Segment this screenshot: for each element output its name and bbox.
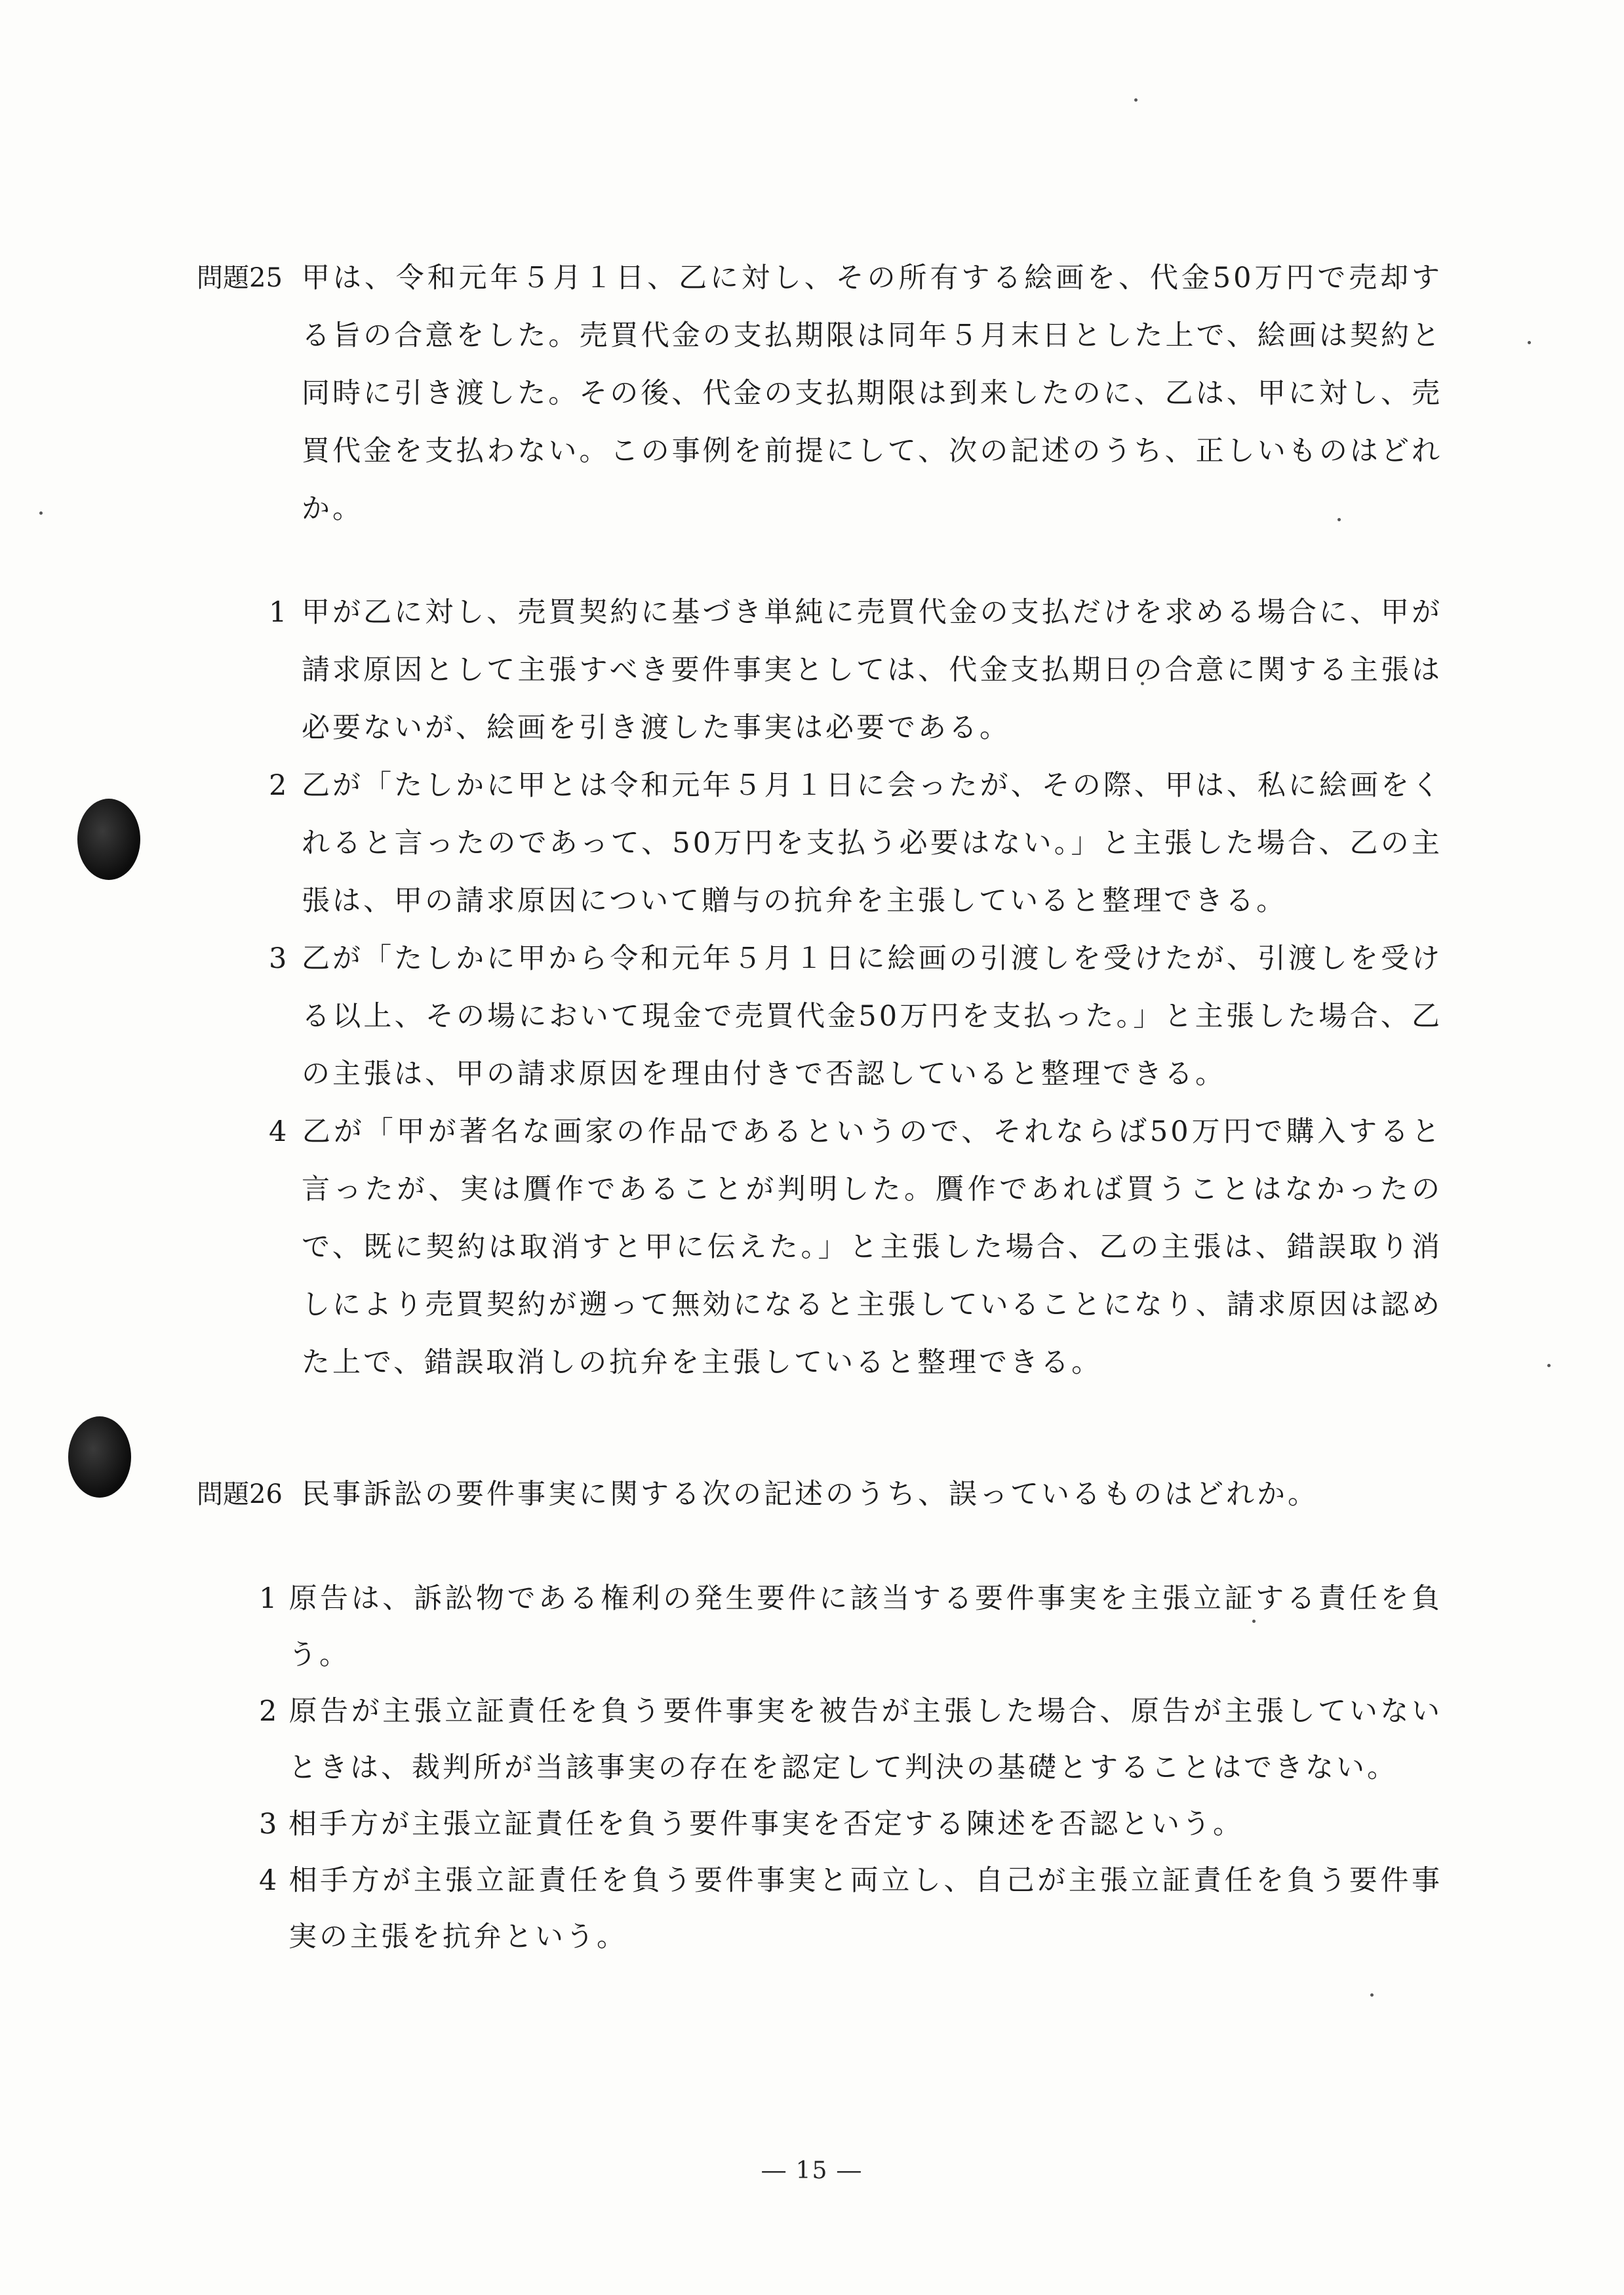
question-26-number: 問題26 (197, 1479, 283, 1509)
option-text: 原告が主張立証責任を負う要件事実を被告が主張した場合、原告が主張していないときは、裁判所が当該事実の存在を認定して判決の基礎とすることはできない。 (288, 1695, 1442, 1784)
scan-speck (1547, 1364, 1551, 1367)
question-26-option-1 (259, 1570, 1442, 1683)
option-text: 原告は、訴訟物である権利の発生要件に該当する要件事実を主張立証する責任を負う。 (288, 1582, 1442, 1671)
option-number: 4 (259, 1864, 277, 1897)
option-number: 1 (269, 596, 287, 629)
question-25-option-3 (269, 930, 1442, 1103)
question-25-option-1 (269, 584, 1442, 757)
option-number: 3 (269, 942, 287, 975)
question-25-stem (197, 249, 1442, 538)
question-25-option-4 (269, 1103, 1442, 1391)
punch-hole-bottom (68, 1416, 131, 1498)
scan-speck (1528, 341, 1531, 344)
page-number: ― 15 ― (762, 2157, 862, 2184)
option-number: 2 (269, 769, 287, 802)
option-text: 乙が「たしかに甲とは令和元年５月１日に会ったが、その際、甲は、私に絵画をくれると言ったのであって、50万円を支払う必要はない。」と主張した場合、乙の主張は、甲の請求原因について贈与の抗弁を主張していると整理できる。 (302, 769, 1442, 917)
scan-speck (1370, 1993, 1374, 1997)
option-text: 甲が乙に対し、売買契約に基づき単純に売買代金の支払だけを求める場合に、甲が請求原因として主張すべき要件事実としては、代金支払期日の合意に関する主張は必要ないが、絵画を引き渡した事実は必要である。 (302, 596, 1442, 744)
option-number: 3 (259, 1808, 277, 1841)
scan-speck (39, 511, 43, 515)
question-25-options (197, 584, 1442, 1391)
option-text: 乙が「甲が著名な画家の作品であるというので、それならば50万円で購入すると言ったが、実は贋作であることが判明した。贋作であれば買うことはなかったので、既に契約は取消すと甲に伝えた。」と主張した場合、乙の主張は、錯誤取り消しにより売買契約が遡って無効になると主張していることになり、請求原因は認めた上で、錯誤取消しの抗弁を主張していると整理できる。 (302, 1115, 1442, 1379)
option-text: 乙が「たしかに甲から令和元年５月１日に絵画の引渡しを受けたが、引渡しを受ける以上、その場において現金で売買代金50万円を支払った。」と主張した場合、乙の主張は、甲の請求原因を理由付きで否認していると整理できる。 (302, 942, 1442, 1090)
option-text: 相手方が主張立証責任を負う要件事実を否定する陳述を否認という。 (288, 1808, 1244, 1841)
option-text: 相手方が主張立証責任を負う要件事実と両立し、自己が主張立証責任を負う要件事実の主張を抗弁という。 (288, 1864, 1442, 1953)
scan-speck (1134, 98, 1138, 102)
punch-hole-top (77, 799, 140, 880)
question-25-text: 甲は、令和元年５月１日、乙に対し、その所有する絵画を、代金50万円で売却する旨の合意をした。売買代金の支払期限は同年５月末日とした上で、絵画は契約と同時に引き渡した。その後、代金の支払期限は到来したのに、乙は、甲に対し、売買代金を支払わない。この事例を前提にして、次の記述のうち、正しいものはどれか。 (302, 262, 1442, 525)
question-26-option-4 (259, 1852, 1442, 1965)
question-25-option-2 (269, 757, 1442, 930)
option-number: 1 (259, 1582, 277, 1615)
question-26-options (197, 1570, 1442, 1965)
question-26-text: 民事訴訟の要件事実に関する次の記述のうち、誤っているものはどれか。 (302, 1478, 1318, 1511)
option-number: 4 (269, 1115, 287, 1148)
question-26-stem (197, 1466, 1442, 1523)
question-25-number: 問題25 (197, 263, 283, 293)
question-25 (197, 249, 1442, 1391)
question-26 (197, 1466, 1442, 1965)
option-number: 2 (259, 1695, 277, 1728)
question-26-option-2 (259, 1683, 1442, 1796)
question-26-option-3 (259, 1796, 1442, 1852)
